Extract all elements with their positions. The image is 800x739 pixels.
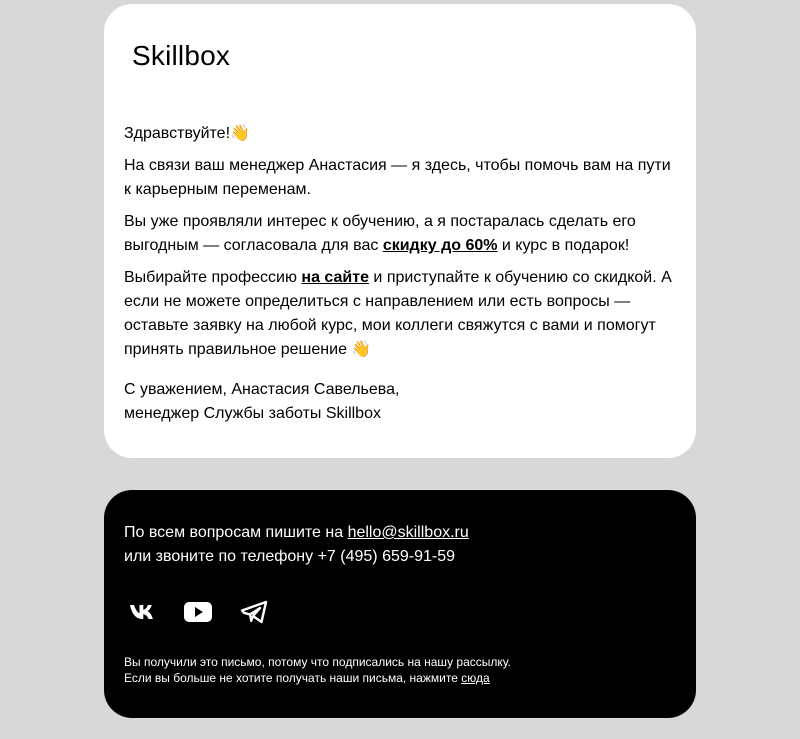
phone-text: или звоните по телефону +7 (495) 659-91-59 — [124, 548, 456, 565]
cta-text-before: Выбирайте профессию — [124, 269, 302, 286]
waving-hand-icon: 👋 — [230, 125, 250, 142]
email-card — [104, 4, 696, 458]
email-footer — [104, 490, 696, 718]
cta-text-after: и приступайте к обучению со скидкой. А если не можете определиться с направлением или есть вопросы — оставьте заявку на любой курс, мои коллеги свяжутся с вами и помогут принять правильное решение — [124, 269, 672, 358]
discount-link[interactable]: скидку до 60% — [382, 237, 498, 254]
contact-text: По всем вопросам пишите на — [124, 524, 348, 541]
email-link[interactable]: hello@skillbox.ru — [347, 524, 469, 541]
telegram-icon[interactable] — [236, 594, 272, 630]
signature — [124, 378, 676, 426]
cta-paragraph — [124, 266, 676, 362]
signature-line-2: менеджер Службы заботы Skillbox — [124, 405, 381, 422]
legal-line-2: Если вы больше не хотите получать наши письма, нажмите — [124, 671, 462, 685]
contact-info — [124, 521, 469, 569]
offer-text-after: и курс в подарок! — [497, 237, 630, 254]
legal-line-1: Вы получили это письмо, потому что подписались на нашу рассылку. — [124, 655, 511, 669]
site-link[interactable]: на сайте — [301, 269, 369, 286]
offer-text-before: Вы уже проявляли интерес к обучению, а я постаралась сделать его выгодным — согласовала для вас — [124, 213, 636, 254]
unsubscribe-note — [124, 654, 511, 686]
signature-line-1: С уважением, Анастасия Савельева, — [124, 381, 400, 398]
email-body — [124, 122, 676, 434]
skillbox-logo[interactable]: Skillbox — [132, 40, 231, 71]
offer-paragraph — [124, 210, 676, 258]
youtube-icon[interactable] — [180, 594, 216, 630]
intro-paragraph: На связи ваш менеджер Анастасия — я здесь, чтобы помочь вам на пути к карьерным переменам. — [124, 157, 671, 198]
waving-hand-icon: 👋 — [351, 341, 372, 358]
social-links — [124, 594, 272, 630]
unsubscribe-link[interactable]: сюда — [461, 671, 490, 685]
vk-icon[interactable] — [124, 594, 160, 630]
greeting-paragraph — [124, 122, 676, 146]
greeting-text: Здравствуйте! — [124, 125, 231, 142]
